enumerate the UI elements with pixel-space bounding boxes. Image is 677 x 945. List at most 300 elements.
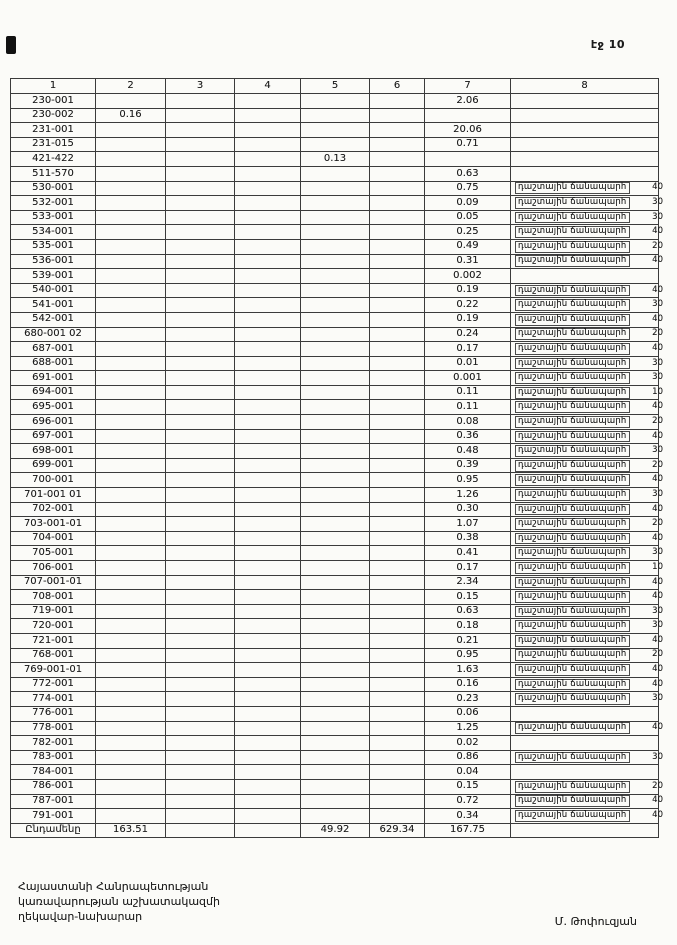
cell-value [96, 488, 166, 503]
cell-value [166, 283, 235, 298]
table-row [11, 721, 659, 736]
cell-road [511, 590, 663, 605]
cell-value: 0.13 [301, 152, 370, 167]
cell-value [301, 663, 370, 678]
page-number: էջ 10 [590, 38, 625, 51]
road-type-label: դաշտային ճանապարհ [515, 781, 630, 793]
cell-code: 701-001 01 [11, 488, 96, 503]
cell-value [370, 517, 425, 532]
table-row [11, 385, 659, 400]
cell-value [370, 575, 425, 590]
column-header: 7 [425, 79, 511, 94]
cell-value [235, 108, 301, 123]
cell-value [370, 692, 425, 707]
cell-value [235, 152, 301, 167]
cell-value [301, 283, 370, 298]
cell-code: 774-001 [11, 692, 96, 707]
cell-value [370, 196, 425, 211]
cell-value: 0.09 [425, 196, 511, 211]
cell-value [166, 590, 235, 605]
cell-code: 691-001 [11, 371, 96, 386]
road-grade-number: 40 [652, 182, 663, 193]
road-grade-number: 40 [652, 810, 663, 820]
table-row [11, 488, 659, 503]
cell-value: 0.24 [425, 327, 511, 342]
cell-road [511, 312, 663, 327]
cell-value [166, 488, 235, 503]
cell-value: 0.04 [425, 765, 511, 780]
cell-value [235, 721, 301, 736]
cell-value [301, 458, 370, 473]
cell-value [166, 779, 235, 794]
cell-value [166, 663, 235, 678]
cell-value: 0.38 [425, 531, 511, 546]
cell-value [96, 356, 166, 371]
cell-road [511, 152, 659, 167]
cell-code: 769-001-01 [11, 663, 96, 678]
cell-road [511, 400, 663, 415]
cell-value [301, 400, 370, 415]
cell-code: 542-001 [11, 312, 96, 327]
cell-code: 539-001 [11, 269, 96, 284]
road-grade-number: 20 [652, 649, 663, 660]
table-row [11, 152, 659, 167]
cell-road [511, 677, 663, 692]
cell-value [96, 94, 166, 109]
cell-value [301, 561, 370, 576]
cell-value: 0.16 [96, 108, 166, 123]
road-grade-number: 30 [652, 299, 663, 310]
cell-code: 533-001 [11, 210, 96, 225]
cell-code: 697-001 [11, 429, 96, 444]
cell-value [96, 254, 166, 269]
cell-value [370, 152, 425, 167]
cell-road [511, 225, 663, 240]
cell-road [511, 283, 663, 298]
cell-value [301, 123, 370, 138]
cell-value [96, 663, 166, 678]
cell-value [301, 794, 370, 809]
table-row [11, 663, 659, 678]
cell-value [235, 765, 301, 780]
cell-value: 0.02 [425, 736, 511, 751]
cell-value [96, 342, 166, 357]
cell-code: 535-001 [11, 239, 96, 254]
cell-value [235, 502, 301, 517]
cell-value [96, 809, 166, 824]
cell-value [166, 269, 235, 284]
cell-value [301, 269, 370, 284]
cell-value: 1.26 [425, 488, 511, 503]
road-type-label: դաշտային ճանապարհ [515, 226, 630, 238]
cell-road [511, 546, 663, 561]
column-header: 4 [235, 79, 301, 94]
road-grade-number: 30 [652, 693, 663, 704]
cell-value [370, 809, 425, 824]
cell-value: 0.75 [425, 181, 511, 196]
cell-value: 0.39 [425, 458, 511, 473]
cell-value [370, 371, 425, 386]
signatory-title-line: ղեկավար-նախարար [18, 909, 143, 923]
cell-value: 1.25 [425, 721, 511, 736]
table-row [11, 283, 659, 298]
cell-code: 530-001 [11, 181, 96, 196]
cell-value: 0.19 [425, 312, 511, 327]
cell-road [511, 210, 663, 225]
cell-value: 0.16 [425, 677, 511, 692]
cell-code: 772-001 [11, 677, 96, 692]
table-row [11, 706, 659, 721]
cell-value [301, 488, 370, 503]
cell-value: 0.05 [425, 210, 511, 225]
cell-value [301, 444, 370, 459]
cell-road [511, 736, 659, 751]
road-type-label: դաշտային ճանապարհ [515, 401, 630, 413]
road-grade-number: 40 [652, 576, 663, 587]
road-grade-number: 30 [652, 547, 663, 558]
cell-value [370, 166, 425, 181]
cell-road [511, 94, 659, 109]
table-row [11, 254, 659, 269]
cell-value [370, 604, 425, 619]
cell-value [166, 312, 235, 327]
cell-value [96, 633, 166, 648]
cell-value [301, 633, 370, 648]
cell-road [511, 458, 663, 473]
column-header: 2 [96, 79, 166, 94]
column-header: 6 [370, 79, 425, 94]
road-type-label: դաշտային ճանապարհ [515, 635, 630, 647]
cell-value [301, 210, 370, 225]
road-grade-number: 40 [652, 634, 663, 645]
cell-value [425, 108, 511, 123]
cell-value [370, 488, 425, 503]
cell-value [96, 677, 166, 692]
cell-value [370, 663, 425, 678]
table-row [11, 415, 659, 430]
cell-value [301, 604, 370, 619]
cell-value: 2.34 [425, 575, 511, 590]
table-row [11, 356, 659, 371]
cell-value: 0.36 [425, 429, 511, 444]
cell-code: 534-001 [11, 225, 96, 240]
column-header: 3 [166, 79, 235, 94]
cell-value [96, 692, 166, 707]
cell-value [166, 750, 235, 765]
cell-road [511, 415, 663, 430]
signatory-title-line: կառավարության աշխատակազմի [18, 894, 220, 908]
cell-value [301, 196, 370, 211]
table-row [11, 458, 659, 473]
cell-value [96, 517, 166, 532]
cell-value [235, 225, 301, 240]
cell-value [370, 677, 425, 692]
cell-value [370, 327, 425, 342]
cell-value [96, 473, 166, 488]
road-grade-number: 10 [652, 561, 663, 572]
cell-code: 231-015 [11, 137, 96, 152]
scan-artifact [6, 36, 16, 54]
cell-value [96, 269, 166, 284]
cell-value [96, 181, 166, 196]
cell-value [96, 619, 166, 634]
cell-value [301, 502, 370, 517]
cell-code: 787-001 [11, 794, 96, 809]
road-grade-number: 30 [652, 751, 663, 762]
cell-value [96, 371, 166, 386]
table-row [11, 181, 659, 196]
cell-value [235, 254, 301, 269]
cell-code: 698-001 [11, 444, 96, 459]
cell-road [511, 779, 663, 794]
cell-value [301, 590, 370, 605]
cell-value [235, 123, 301, 138]
table-row [11, 371, 659, 386]
road-type-label: դաշտային ճանապարհ [515, 372, 630, 384]
table-row [11, 342, 659, 357]
road-type-label: դաշտային ճանապարհ [515, 489, 630, 501]
cell-code: 768-001 [11, 648, 96, 663]
cell-value [235, 444, 301, 459]
cell-value [235, 488, 301, 503]
cell-value: 1.07 [425, 517, 511, 532]
cell-value [301, 677, 370, 692]
cell-value [235, 269, 301, 284]
road-type-label: դաշտային ճանապարհ [515, 795, 630, 807]
road-type-label: դաշտային ճանապարհ [515, 591, 630, 603]
cell-value [235, 677, 301, 692]
cell-value [370, 473, 425, 488]
cell-code: 778-001 [11, 721, 96, 736]
cell-value [166, 415, 235, 430]
cell-value [235, 356, 301, 371]
cell-value [96, 458, 166, 473]
cell-value [166, 400, 235, 415]
cell-value [235, 517, 301, 532]
cell-value [235, 794, 301, 809]
cell-value [166, 692, 235, 707]
cell-value [235, 692, 301, 707]
cell-value [370, 546, 425, 561]
cell-value [166, 648, 235, 663]
cell-value [166, 371, 235, 386]
table-row [11, 327, 659, 342]
cell-value [166, 823, 235, 838]
cell-value [301, 254, 370, 269]
cell-value [235, 809, 301, 824]
cell-value: 629.34 [370, 823, 425, 838]
road-type-label: դաշտային ճանապարհ [515, 285, 630, 297]
cell-value: 163.51 [96, 823, 166, 838]
road-grade-number: 20 [652, 518, 663, 529]
cell-value: 0.72 [425, 794, 511, 809]
cell-code: 786-001 [11, 779, 96, 794]
cell-road [511, 765, 659, 780]
cell-code: 695-001 [11, 400, 96, 415]
cell-value [96, 546, 166, 561]
cell-value [370, 269, 425, 284]
cell-value [166, 94, 235, 109]
cell-value: 167.75 [425, 823, 511, 838]
cell-value: 0.25 [425, 225, 511, 240]
cell-value [96, 794, 166, 809]
cell-code: 680-001 02 [11, 327, 96, 342]
cell-value [370, 706, 425, 721]
cell-value [96, 283, 166, 298]
cell-value [301, 225, 370, 240]
road-type-label: դաշտային ճանապարհ [515, 358, 630, 370]
cell-value: 0.17 [425, 561, 511, 576]
table-row [11, 750, 659, 765]
cell-value [96, 429, 166, 444]
cell-value [96, 312, 166, 327]
cell-road [511, 809, 663, 824]
column-header: 1 [11, 79, 96, 94]
cell-code: Ընդամենը [11, 823, 96, 838]
cell-value [370, 444, 425, 459]
cell-value [166, 575, 235, 590]
cell-code: 687-001 [11, 342, 96, 357]
cell-value [370, 779, 425, 794]
cell-value [370, 137, 425, 152]
cell-value [166, 327, 235, 342]
cell-road [511, 488, 663, 503]
cell-code: 696-001 [11, 415, 96, 430]
cell-value [301, 648, 370, 663]
cell-value: 49.92 [301, 823, 370, 838]
road-type-label: դաշտային ճանապարհ [515, 474, 630, 486]
cell-value: 0.002 [425, 269, 511, 284]
cell-code: 719-001 [11, 604, 96, 619]
cell-value [96, 575, 166, 590]
cell-value [96, 444, 166, 459]
cell-value [166, 736, 235, 751]
cell-road [511, 444, 663, 459]
cell-value: 0.19 [425, 283, 511, 298]
cell-value [301, 692, 370, 707]
cell-value [370, 94, 425, 109]
cell-value [235, 706, 301, 721]
cell-code: 688-001 [11, 356, 96, 371]
cell-value [370, 721, 425, 736]
cell-value [96, 400, 166, 415]
cell-road [511, 692, 663, 707]
road-type-label: դաշտային ճանապարհ [515, 314, 630, 326]
cell-value [166, 721, 235, 736]
cell-value: 0.22 [425, 298, 511, 313]
cell-value [235, 546, 301, 561]
cell-value [235, 648, 301, 663]
road-type-label: դաշտային ճանապարհ [515, 328, 630, 340]
road-grade-number: 30 [652, 372, 663, 383]
cell-value [301, 546, 370, 561]
cell-code: 421-422 [11, 152, 96, 167]
cell-value [96, 298, 166, 313]
cell-value [96, 706, 166, 721]
cell-value [96, 779, 166, 794]
cell-value [370, 648, 425, 663]
cell-value: 0.95 [425, 473, 511, 488]
cell-value [370, 561, 425, 576]
road-type-label: դաշտային ճանապարհ [515, 255, 630, 267]
table-row [11, 166, 659, 181]
road-grade-number: 30 [652, 488, 663, 499]
cell-code: 703-001-01 [11, 517, 96, 532]
table-header-row [11, 79, 659, 94]
table-row [11, 648, 659, 663]
cell-value [301, 575, 370, 590]
cell-value [301, 181, 370, 196]
road-grade-number: 40 [652, 313, 663, 324]
cell-road [511, 473, 663, 488]
cell-value [235, 561, 301, 576]
cell-road [511, 239, 663, 254]
cell-value [166, 196, 235, 211]
road-type-label: դաշտային ճանապարհ [515, 649, 630, 661]
cell-code: 783-001 [11, 750, 96, 765]
road-grade-number: 30 [652, 605, 663, 616]
road-type-label: դաշտային ճանապարհ [515, 445, 630, 457]
cell-value [235, 371, 301, 386]
cell-code: 694-001 [11, 385, 96, 400]
cell-value [166, 210, 235, 225]
road-grade-number: 20 [652, 780, 663, 791]
cell-value [301, 721, 370, 736]
cell-road [511, 823, 659, 838]
cell-value [301, 517, 370, 532]
cell-value [235, 458, 301, 473]
cell-value [370, 400, 425, 415]
cell-road [511, 371, 663, 386]
cell-road [511, 254, 663, 269]
cell-value [166, 444, 235, 459]
cell-value [166, 458, 235, 473]
cell-value [166, 254, 235, 269]
road-grade-number: 30 [652, 211, 663, 222]
road-grade-number: 30 [652, 445, 663, 456]
cell-value [301, 356, 370, 371]
table-row [11, 298, 659, 313]
cell-value [166, 152, 235, 167]
road-grade-number: 40 [652, 503, 663, 514]
column-header: 8 [511, 79, 659, 94]
cell-value [301, 473, 370, 488]
cell-value [425, 152, 511, 167]
table-row [11, 531, 659, 546]
cell-road [511, 706, 659, 721]
cell-road [511, 750, 663, 765]
road-type-label: դաշտային ճանապարհ [515, 212, 630, 224]
table-body [11, 94, 663, 838]
road-type-label: դաշտային ճանապարհ [515, 547, 630, 559]
cell-value [96, 604, 166, 619]
cell-road [511, 531, 663, 546]
cell-value [166, 137, 235, 152]
cell-value [235, 196, 301, 211]
road-type-label: դաշտային ճանապարհ [515, 460, 630, 472]
cell-value [370, 356, 425, 371]
road-type-label: դաշտային ճանապարհ [515, 606, 630, 618]
road-type-label: դաշտային ճանապարհ [515, 387, 630, 399]
cell-value [370, 531, 425, 546]
table-row [11, 736, 659, 751]
table-row [11, 546, 659, 561]
cell-value [301, 750, 370, 765]
cell-code: 511-570 [11, 166, 96, 181]
cell-value [370, 794, 425, 809]
road-grade-number: 40 [652, 343, 663, 353]
cell-value [301, 779, 370, 794]
